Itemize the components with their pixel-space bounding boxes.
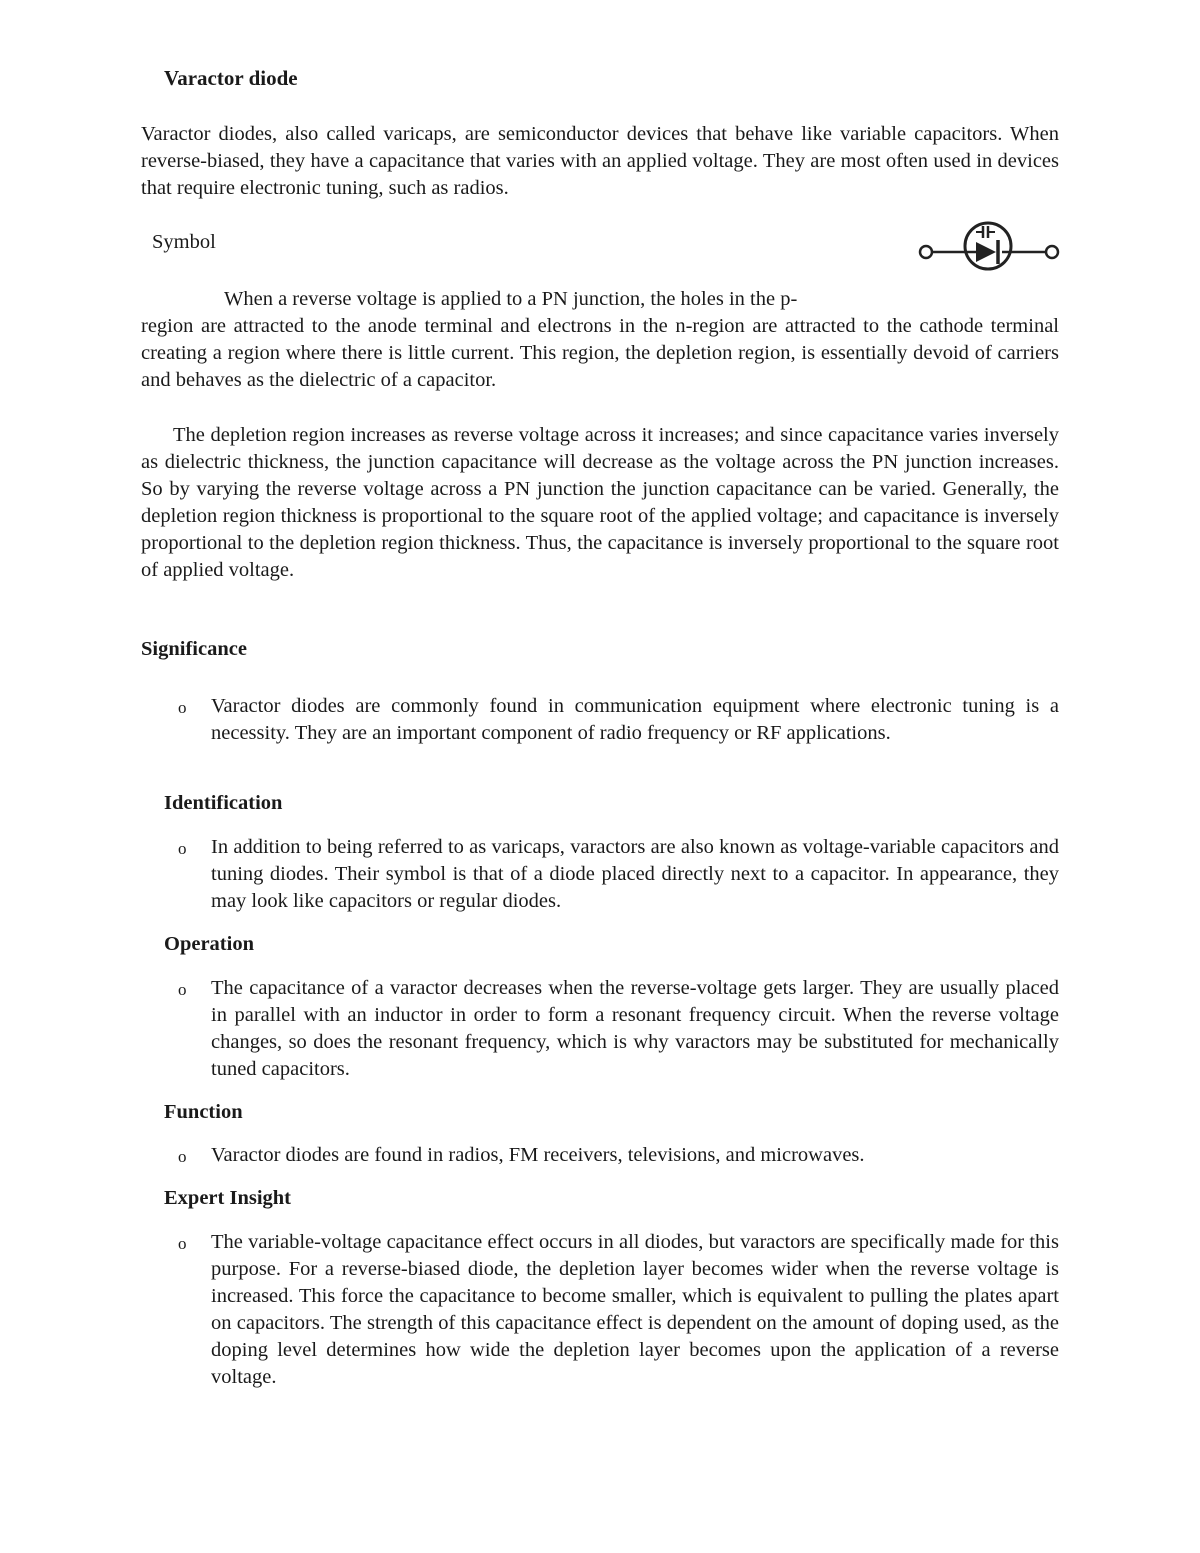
varactor-diode-symbol-icon xyxy=(916,218,1062,274)
bullet-marker: o xyxy=(178,980,187,999)
function-text: Varactor diodes are found in radios, FM receivers, televisions, and microwaves. xyxy=(211,1144,865,1166)
paragraph-1-first-line: When a reverse voltage is applied to a PN junction, the holes in the p- xyxy=(224,288,798,310)
bullet-marker: o xyxy=(178,698,187,717)
symbol-label: Symbol xyxy=(152,231,216,253)
heading-operation: Operation xyxy=(164,933,254,955)
bullet-marker: o xyxy=(178,839,187,858)
expert-insight-text: The variable-voltage capacitance effect occurs in all diodes, but varactors are specifically made for this purpose. For a reverse-biased diode, the depletion layer becomes wider when the reverse voltage is increased. This force the capacitance to become smaller, which is equivalent to pulling the plates apart on capacitors. The strength of this capacitance effect is dependent on the amount of doping used, as the doping level determines how wide the depletion layer becomes upon the application of a reverse voltage. xyxy=(211,1231,1059,1388)
bullet-marker: o xyxy=(178,1234,187,1253)
operation-text: The capacitance of a varactor decreases when the reverse-voltage gets larger. They are usually placed in parallel with an inductor in order to form a resonant frequency circuit. When the reverse voltage changes, so does the resonant frequency, which is why varactors may be substituted for mechanically tuned capacitors. xyxy=(211,977,1059,1080)
heading-expert-insight: Expert Insight xyxy=(164,1187,292,1209)
document-title: Varactor diode xyxy=(164,66,298,90)
heading-identification: Identification xyxy=(164,792,283,814)
paragraph-2: The depletion region increases as reverse voltage across it increases; and since capacitance varies inversely as dielectric thickness, the junction capacitance will decrease as the voltage across the PN junction increases. So by varying the reverse voltage across a PN junction the junction capacitance can be varied. Generally, the depletion region thickness is proportional to the square root of the applied voltage; and capacitance is inversely proportional to the depletion region thickness. Thus, the capacitance is inversely proportional to the square root of applied voltage. xyxy=(141,424,1059,581)
heading-significance: Significance xyxy=(141,638,247,660)
paragraph-1: region are attracted to the anode terminal and electrons in the n-region are attracted to the cathode terminal creating a region where there is little current. This region, the depletion region, is essentially devoid of carriers and behaves as the dielectric of a capacitor. xyxy=(141,315,1059,391)
significance-text: Varactor diodes are commonly found in communication equipment where electronic tuning is a necessity. They are an important component of radio frequency or RF applications. xyxy=(211,695,1059,744)
heading-function: Function xyxy=(164,1101,243,1123)
identification-text: In addition to being referred to as varicaps, varactors are also known as voltage-variable capacitors and tuning diodes. Their symbol is that of a diode placed directly next to a capacitor. In appearance, they may look like capacitors or regular diodes. xyxy=(211,836,1059,912)
intro-paragraph: Varactor diodes, also called varicaps, are semiconductor devices that behave like variable capacitors. When reverse-biased, they have a capacitance that varies with an applied voltage. They are most often used in devices that require electronic tuning, such as radios. xyxy=(141,123,1059,199)
bullet-marker: o xyxy=(178,1147,187,1166)
